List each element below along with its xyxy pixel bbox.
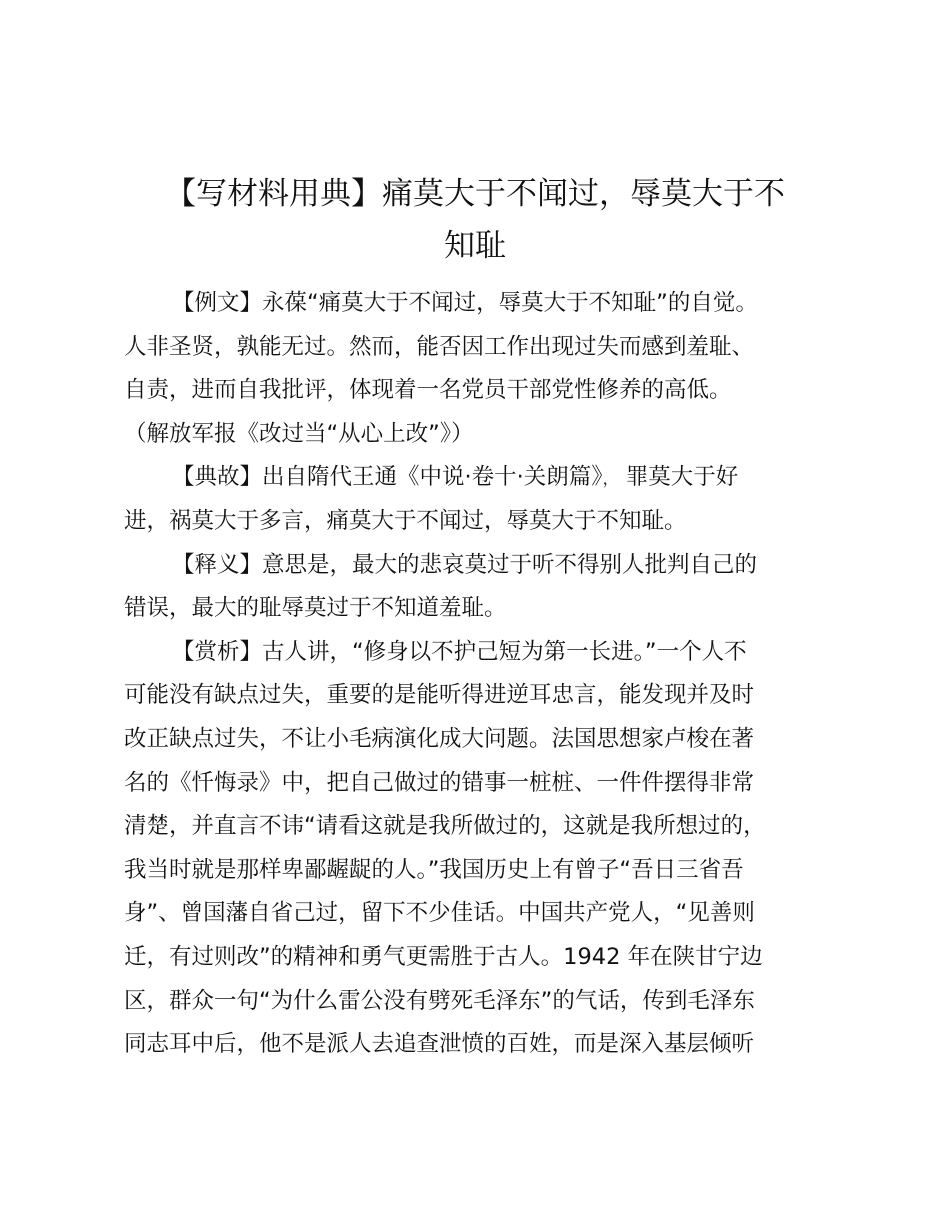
text-line: 名的《忏悔录》中，把自己做过的错事一桩桩、一件件摆得非常 bbox=[124, 769, 755, 796]
allusion-quote-text: 罪莫大于好 bbox=[618, 464, 739, 491]
text-line: 【例文】永葆“痛莫大于不闻过，辱莫大于不知耻”的自觉。 bbox=[172, 290, 758, 316]
text-line bbox=[124, 456, 844, 500]
text-line: 清楚，并直言不讳“请看这就是我所做过的，这就是我所想过的， bbox=[124, 813, 766, 840]
text-line: 【赏析】古人讲，“修身以不护己短为第一长进。”一个人不 bbox=[172, 638, 747, 665]
text-line: 区，群众一句“为什么雷公没有劈死毛泽东”的气话，传到毛泽东 bbox=[124, 987, 755, 1014]
text-line: 人非圣贤，孰能无过。然而，能否因工作出现过失而感到羞耻、 bbox=[124, 333, 755, 360]
text-line: 我当时就是那样卑鄙龌龊的人。”我国历史上有曾子“吾日三省吾 bbox=[124, 856, 744, 883]
allusion-paragraph bbox=[124, 456, 844, 543]
text-line: 自责，进而自我批评，体现着一名党员干部党性修养的高低。 bbox=[124, 377, 732, 404]
text-line: 【释义】意思是，最大的悲哀莫过于听不得别人批判自己的 bbox=[172, 551, 758, 578]
text-line: （解放军报《改过当“从心上改”》） bbox=[124, 420, 474, 447]
text-line: 迁，有过则改”的精神和勇气更需胜于古人。1942 年在陕甘宁边 bbox=[124, 943, 763, 970]
example-paragraph bbox=[124, 282, 844, 456]
page-title bbox=[110, 168, 840, 272]
title-line-2: 知耻 bbox=[444, 228, 506, 264]
text-line: 错误，最大的耻辱莫过于不知道羞耻。 bbox=[124, 595, 507, 622]
text-line: 进，祸莫大于多言，痛莫大于不闻过，辱莫大于不知耻。 bbox=[124, 507, 687, 534]
allusion-source-text: 【典故】出自隋代王通《中说·卷十·关朗篇》 bbox=[172, 464, 603, 491]
meaning-paragraph bbox=[124, 544, 844, 631]
text-line: 身”、曾国藩自省己过，留下不少佳话。中国共产党人，“见善则 bbox=[124, 900, 755, 927]
document-body bbox=[124, 282, 844, 1067]
analysis-paragraph bbox=[124, 631, 844, 1067]
title-line-1: 【写材料用典】痛莫大于不闻过，辱莫大于不 bbox=[165, 176, 785, 212]
text-line: 同志耳中后，他不是派人去追查泄愤的百姓，而是深入基层倾听 bbox=[124, 1031, 755, 1058]
text-line: 改正缺点过失，不让小毛病演化成大问题。法国思想家卢梭在著 bbox=[124, 725, 755, 752]
text-line: 可能没有缺点过失，重要的是能听得进逆耳忠言，能发现并及时 bbox=[124, 682, 755, 709]
allusion-comma: ， bbox=[602, 469, 619, 489]
